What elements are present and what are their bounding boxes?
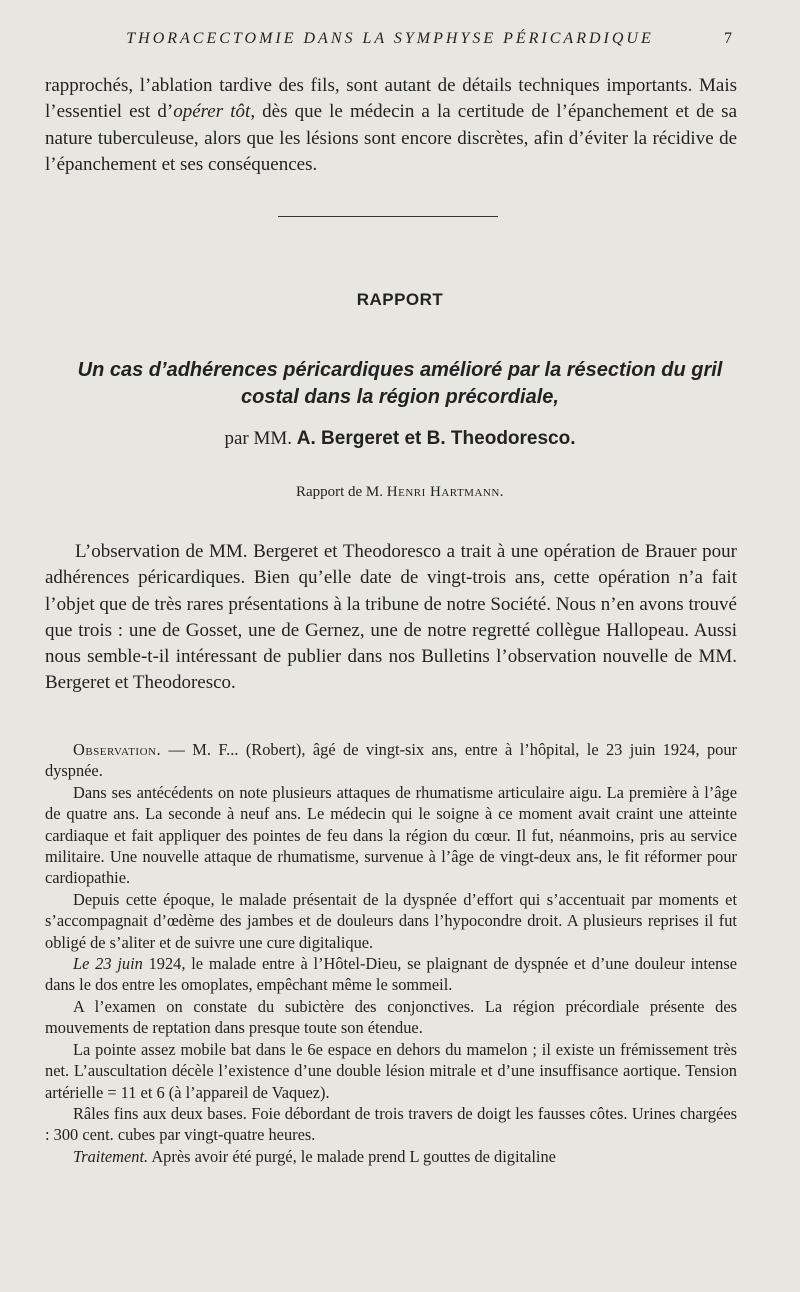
observation-p4-text: 1924, le malade entre à l’Hôtel-Dieu, se plaignant de dyspnée et d’une douleur intense dans le dos entre les omoplates, empêchant même le sommeil. — [45, 954, 737, 995]
observation-block — [45, 739, 737, 1167]
section-heading: RAPPORT — [356, 290, 444, 309]
observation-p3: Depuis cette époque, le malade présentait de la dyspnée d’effort qui s’accentuait par moments et s’accompagnait d’œdème des jambes et de douleurs dans l’hypocondre droit. A plusieurs reprises il fut obligé de s’aliter et de suivre une cure digitalique. — [45, 889, 737, 952]
authors-names: A. Bergeret et B. Theodoresco. — [296, 428, 576, 449]
observation-p4 — [45, 953, 737, 996]
reporter-prefix: Rapport de M. — [295, 484, 384, 500]
observation-p1 — [45, 739, 737, 782]
report-paragraph: L’observation de MM. Bergeret et Theodoresco a trait à une opération de Brauer pour adhérences péricardiques. Bien qu’elle date de vingt-trois ans, cette opération n’a fait l’objet que de très rares présentations à la tribune de notre Société. Nous n’en avons trouvé que trois : une de Gosset, une de Gernez, une de notre regretté collègue Hallopeau. Aussi nous semble-t-il intéressant de publier dans nos Bulletins l’observation nouvelle de MM. Bergeret et Theodoresco. — [45, 541, 737, 694]
observation-p4-date: Le 23 juin — [73, 954, 143, 974]
authors-line — [0, 428, 800, 450]
observation-p7: Râles fins aux deux bases. Foie débordant de trois travers de doigt les fausses côtes. Urines chargées : 300 cent. cubes par vingt-quatre heures. — [45, 1103, 737, 1145]
page-number: 7 — [724, 30, 732, 47]
observation-p2: Dans ses antécédents on note plusieurs attaques de rhumatisme articulaire aigu. La première à l’âge de quatre ans. La seconde à neuf ans. Le médecin qui le soigne à ce moment avait craint une atteinte cardiaque et fait appliquer des pointes de feu dans la région du cœur. Il fut, néanmoins, pris au service militaire. Une nouvelle attaque de rhumatisme, survenue à l’âge de vingt-deux ans, le fit réformer pour cardiopathie. — [45, 782, 737, 888]
intro-paragraph — [45, 73, 737, 178]
running-title: THORACECTOMIE DANS LA SYMPHYSE PÉRICARDIQUE — [126, 30, 654, 47]
intro-emphasis: opérer tôt — [173, 101, 251, 123]
report-paragraph-block — [45, 539, 737, 697]
observation-p1-text: — M. F... (Robert), âgé de vingt-six ans, entre à l’hôpital, le 23 juin 1924, pour dyspnée. — [45, 740, 737, 781]
observation-p5: A l’examen on constate du subictère des conjonctives. La région précordiale présente des mouvements de reptation dans presque toute son étendue. — [45, 996, 737, 1038]
authors-prefix: par MM. — [224, 428, 293, 449]
observation-p8-text: Après avoir été purgé, le malade prend L gouttes de digitaline — [148, 1146, 556, 1166]
observation-label: Observation. — [73, 740, 162, 759]
reporter-line — [0, 484, 800, 501]
section-divider — [278, 216, 498, 217]
observation-p8 — [45, 1146, 737, 1167]
observation-p8-label: Traitement. — [73, 1146, 149, 1166]
reporter-name: Henri Hartmann. — [386, 484, 505, 500]
intro-text-2: , dès que le médecin a la certitude de l’épanchement et de sa nature tuberculeuse, alors que les lésions sont encore discrètes, afin d’éviter la récidive de l’épanchement et ses conséquences. — [45, 101, 738, 175]
report-title: Un cas d’adhérences péricardiques amélioré par la résection du gril costal dans la région précordiale, — [77, 359, 723, 408]
intro-text-1: rapprochés, l’ablation tardive des fils, sont autant de détails techniques importants. Mais l’essentiel est d’ — [45, 75, 737, 123]
observation-p6: La pointe assez mobile bat dans le 6e espace en dehors du mamelon ; il existe un frémissement très net. L’auscultation décèle l’existence d’une double lésion mitrale et d’une insuffisance aortique. Tension artérielle = 11 et 6 (à l’appareil de Vaquez). — [45, 1039, 737, 1102]
